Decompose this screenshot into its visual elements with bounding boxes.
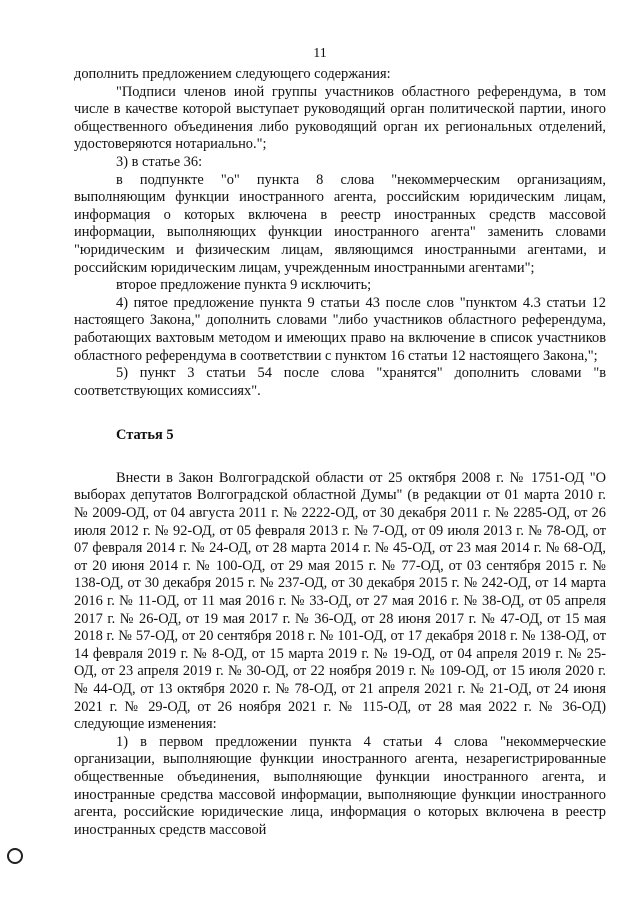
paragraph-subitem-o: в подпункте "о" пункта 8 слова "некоммерческим организациям, выполняющим функции иностранного агента, российским юридическим лицам, информация о которых включена в реестр иностранных средств массовой информации, выполняющих функции иностранного агента" заменить словами "юридическим и физическим лицам, являющимся иностранными агентами, и российским юридическим лицам, учрежденным иностранными агентами"; — [74, 171, 606, 276]
circle-mark-icon — [7, 848, 23, 864]
paragraph-item-5: 5) пункт 3 статьи 54 после слова "хранятся" дополнить словами "в соответствующих комиссиях". — [74, 365, 606, 399]
article-intro-paragraph: Внести в Закон Волгоградской области от 25 октября 2008 г. № 1751-ОД "О выборах депутатов Волгоградской областной Думы" (в редакции от 01 марта 2010 г. № 2009-ОД, от 04 августа 2011 г. № 2222-ОД, от 30 декабря 2011 г. № 2285-ОД, от 26 июля 2012 г. № 92-ОД, от 05 февраля 2013 г. № 7-ОД, от 09 июля 2013 г. № 78-ОД, от 07 февраля 2014 г. № 24-ОД, от 28 марта 2014 г. № 45-ОД, от 23 мая 2014 г. № 68-ОД, от 20 июня 2014 г. № 100-ОД, от 29 мая 2015 г. № 77-ОД, от 03 сентября 2015 г. № 138-ОД, от 30 декабря 2015 г. № 237-ОД, от 30 декабря 2015 г. № 242-ОД, от 14 марта 2016 г. № 11-ОД, от 11 мая 2016 г. № 33-ОД, от 27 мая 2016 г. № 38-ОД, от 05 апреля 2017 г. № 26-ОД, от 19 мая 2017 г. № 36-ОД, от 28 июня 2017 г. № 47-ОД, от 15 мая 2018 г. № 57-ОД, от 20 сентября 2018 г. № 101-ОД, от 17 декабря 2018 г. № 138-ОД, от 14 февраля 2019 г. № 8-ОД, от 15 марта 2019 г. № 19-ОД, от 04 апреля 2019 г. № 25-ОД, от 23 апреля 2019 г. № 30-ОД, от 22 ноября 2019 г. № 109-ОД, от 15 июля 2020 г. № 44-ОД, от 13 октября 2020 г. № 78-ОД, от 21 апреля 2021 г. № 21-ОД, от 24 июня 2021 г. № 29-ОД, от 26 ноября 2021 г. № 115-ОД, от 28 мая 2022 г. № 36-ОД) следующие изменения: — [74, 469, 606, 733]
document-body — [74, 66, 606, 839]
paragraph-exclude: второе предложение пункта 9 исключить; — [116, 277, 372, 294]
paragraph-continuation: дополнить предложением следующего содержания: — [74, 66, 391, 82]
paragraph-item-3: 3) в статье 36: — [116, 153, 203, 170]
article-title: Статья 5 — [116, 427, 174, 444]
paragraph-item-4: 4) пятое предложение пункта 9 статьи 43 после слов "пунктом 4.3 статьи 12 настоящего Закона," дополнить словами "либо участников областного референдума, работающих вахтовым методом и имеющих право на включение в список участников областного референдума в соответствии с пунктом 16 статьи 12 настоящего Закона,"; — [74, 294, 606, 364]
article-item-1: 1) в первом предложении пункта 4 статьи 4 слова "некоммерческие организации, выполняющие функции иностранного агента, незарегистрированные общественные объединения, выполняющие функции иностранного агента, и иностранные средства массовой информации, выполняющие функции иностранного агента, российские юридические лица, информация о которых включена в реестр иностранных средств массовой — [74, 733, 606, 838]
page-number: 11 — [313, 46, 327, 61]
paragraph-quote: "Подписи членов иной группы участников областного референдума, в том числе в качестве которой выступает руководящий орган политической партии, иного общественного объединения либо руководящий орган их региональных отделений, удостоверяются нотариально."; — [74, 83, 606, 153]
